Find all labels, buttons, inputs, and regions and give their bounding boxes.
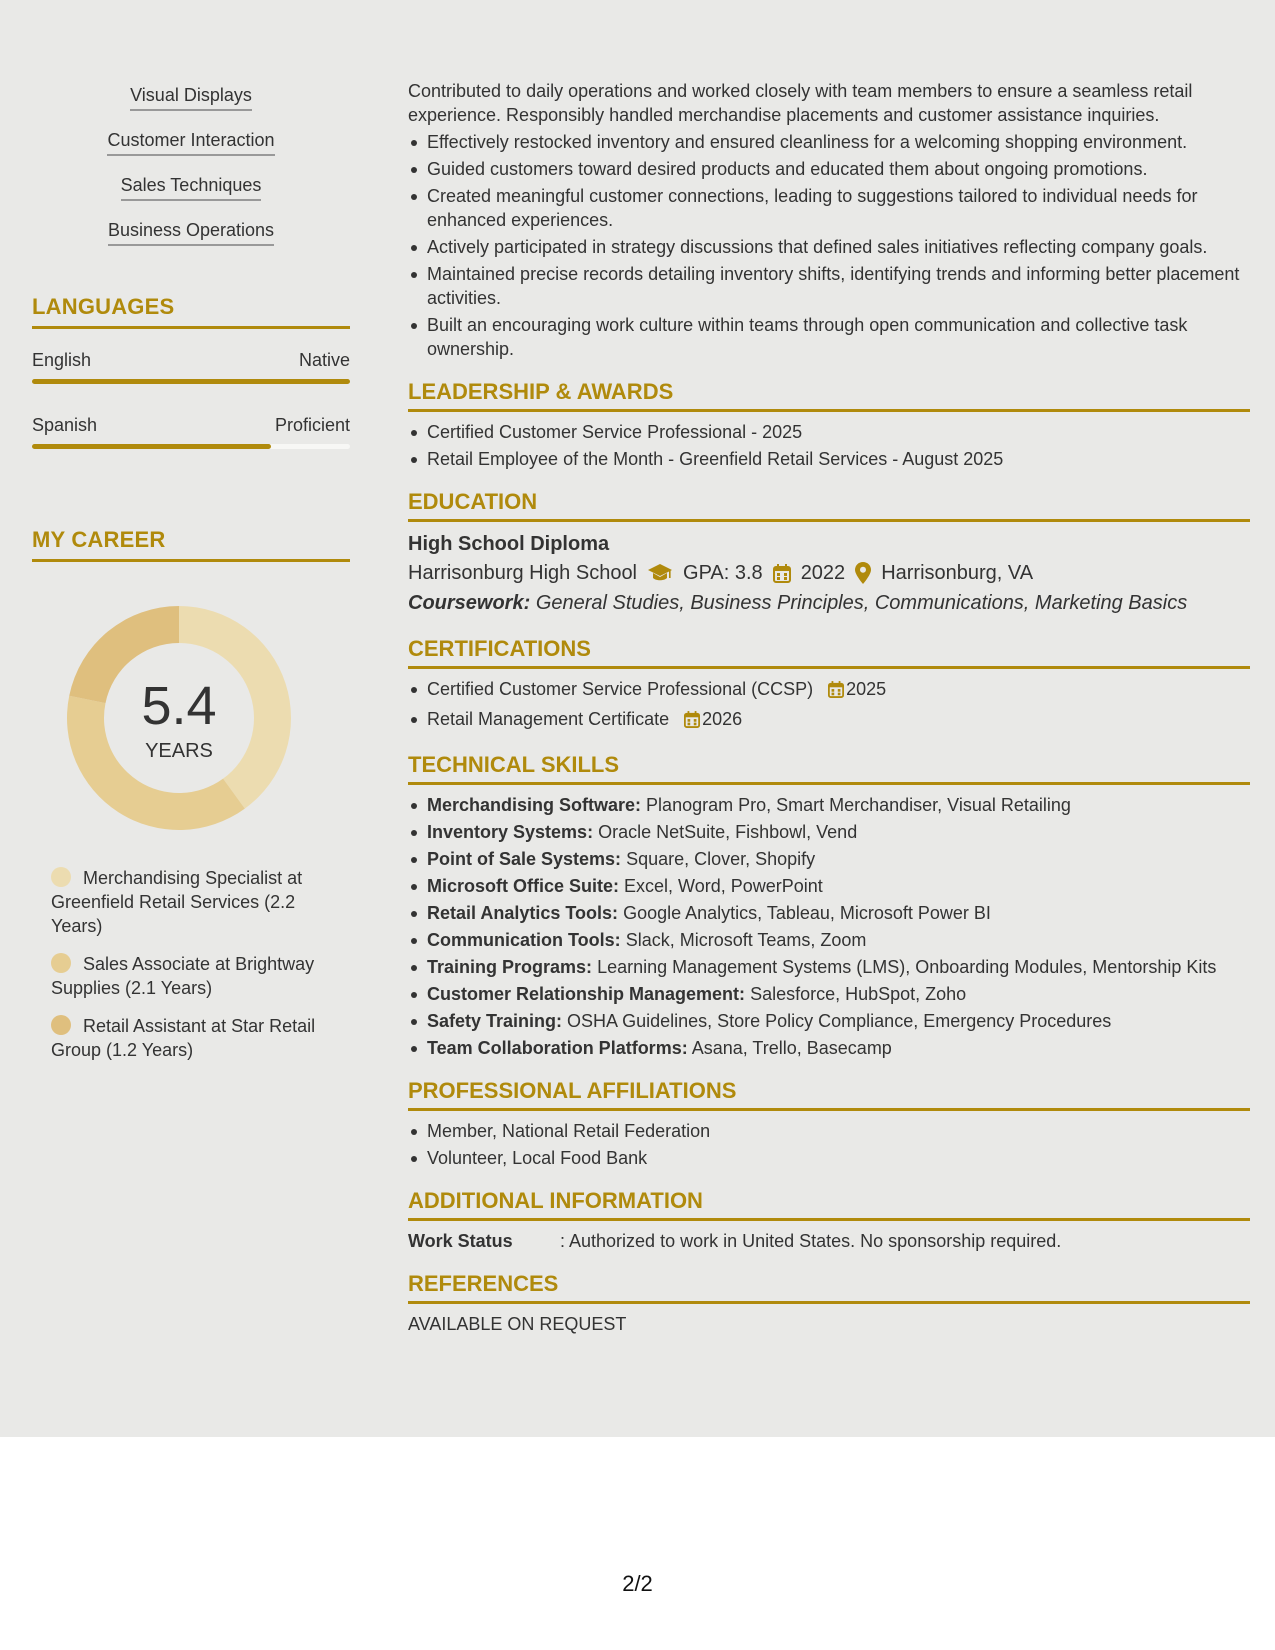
- certification-year: 2026: [702, 709, 743, 729]
- skill-category: Merchandising Software:: [427, 795, 642, 815]
- language-proficiency-bar: [32, 379, 350, 384]
- career-total-unit: YEARS: [145, 740, 213, 762]
- location-pin-icon: [855, 562, 871, 584]
- list-item: [427, 820, 1250, 844]
- list-item: [427, 677, 1250, 704]
- language-proficiency-fill: [32, 379, 350, 384]
- references-text: AVAILABLE ON REQUEST: [408, 1314, 627, 1334]
- experience-bullets: [408, 130, 1250, 361]
- affiliations-heading: PROFESSIONAL AFFILIATIONS: [408, 1078, 1250, 1111]
- calendar-icon: [684, 710, 700, 734]
- language-level: Native: [298, 350, 350, 370]
- education-details: [408, 558, 1250, 588]
- list-item: Effectively restocked inventory and ensured cleanliness for a welcoming shopping environment.: [427, 130, 1250, 154]
- coursework: [408, 588, 1250, 618]
- skill-tag: Visual Displays: [130, 84, 252, 111]
- school-name: Harrisonburg High School: [408, 562, 638, 584]
- list-item: Member, National Retail Federation: [427, 1119, 1250, 1143]
- language-proficiency-fill: [32, 444, 271, 449]
- list-item: [427, 847, 1250, 871]
- skill-tag: Sales Techniques: [121, 174, 262, 201]
- career-legend-item: [51, 1014, 331, 1062]
- work-status-row: [408, 1229, 1250, 1253]
- education-heading: EDUCATION: [408, 489, 1250, 522]
- list-item: [427, 982, 1250, 1006]
- leadership-list: [408, 420, 1250, 471]
- skill-values: Excel, Word, PowerPoint: [624, 876, 823, 896]
- language-english: [32, 349, 350, 384]
- work-status-label: Work Status: [408, 1231, 513, 1251]
- list-item: [427, 874, 1250, 898]
- technical-skills-heading: TECHNICAL SKILLS: [408, 752, 1250, 785]
- work-status-value: : Authorized to work in United States. No sponsorship required.: [560, 1231, 1062, 1251]
- language-spanish: [32, 414, 350, 449]
- legend-label: Merchandising Specialist at Greenfield Retail Services (2.2 Years): [51, 868, 303, 936]
- main-content: [408, 79, 1250, 1336]
- leadership-heading: LEADERSHIP & AWARDS: [408, 379, 1250, 412]
- list-item: [427, 707, 1250, 734]
- experience-summary: Contributed to daily operations and worked closely with team members to ensure a seamless retail experience. Responsibly handled merchandise placements and customer assistance inquiries.: [408, 81, 1193, 125]
- skill-category: Communication Tools:: [427, 930, 621, 950]
- list-item: Created meaningful customer connections, leading to suggestions tailored to individual needs for enhanced experiences.: [427, 184, 1250, 232]
- legend-dot: [51, 953, 71, 973]
- language-name: English: [32, 350, 92, 370]
- legend-dot: [51, 1015, 71, 1035]
- certifications-heading: CERTIFICATIONS: [408, 636, 1250, 669]
- skill-category: Retail Analytics Tools:: [427, 903, 619, 923]
- certification-name: Retail Management Certificate: [427, 709, 670, 729]
- legend-label: Sales Associate at Brightway Supplies (2.1 Years): [51, 954, 315, 998]
- technical-skills-list: [408, 793, 1250, 1060]
- gpa: GPA: 3.8: [683, 562, 763, 584]
- list-item: [427, 1009, 1250, 1033]
- coursework-list: General Studies, Business Principles, Communications, Marketing Basics: [535, 592, 1188, 614]
- graduation-year: 2022: [800, 562, 846, 584]
- certifications-list: [408, 677, 1250, 734]
- certification-name: Certified Customer Service Professional (CCSP): [427, 679, 814, 699]
- skill-values: Planogram Pro, Smart Merchandiser, Visual Retailing: [646, 795, 1071, 815]
- graduation-cap-icon: [647, 563, 673, 583]
- skill-values: Asana, Trello, Basecamp: [691, 1038, 892, 1058]
- list-item: Certified Customer Service Professional - 2025: [427, 420, 1250, 444]
- skill-category: Training Programs:: [427, 957, 593, 977]
- career-legend-item: [51, 866, 331, 938]
- skill-tag: Customer Interaction: [107, 129, 274, 156]
- list-item: [427, 1036, 1250, 1060]
- list-item: Volunteer, Local Food Bank: [427, 1146, 1250, 1170]
- skill-category: Safety Training:: [427, 1011, 563, 1031]
- language-level: Proficient: [274, 415, 350, 435]
- skill-values: Salesforce, HubSpot, Zoho: [750, 984, 967, 1004]
- languages-heading: LANGUAGES: [32, 294, 350, 329]
- sidebar: [32, 84, 350, 1076]
- list-item: [427, 793, 1250, 817]
- list-item: Retail Employee of the Month - Greenfield Retail Services - August 2025: [427, 447, 1250, 471]
- list-item: [427, 901, 1250, 925]
- calendar-icon: [828, 680, 844, 704]
- career-donut-chart: [67, 606, 291, 830]
- skill-tag: Business Operations: [108, 219, 274, 246]
- skill-category: Point of Sale Systems:: [427, 849, 622, 869]
- references-heading: REFERENCES: [408, 1271, 1250, 1304]
- list-item: Built an encouraging work culture within teams through open communication and collective task ownership.: [427, 313, 1250, 361]
- skill-values: OSHA Guidelines, Store Policy Compliance, Emergency Procedures: [567, 1011, 1112, 1031]
- skill-category: Microsoft Office Suite:: [427, 876, 620, 896]
- coursework-label: Coursework:: [408, 592, 531, 614]
- career-heading: MY CAREER: [32, 527, 350, 562]
- page-number: 2/2: [622, 1571, 653, 1596]
- affiliations-list: [408, 1119, 1250, 1170]
- list-item: Guided customers toward desired products and educated them about ongoing promotions.: [427, 157, 1250, 181]
- career-legend-item: [51, 952, 331, 1000]
- career-total-years: 5.4: [141, 676, 217, 736]
- career-legend: [51, 866, 331, 1062]
- skill-category: Inventory Systems:: [427, 822, 594, 842]
- list-item: Maintained precise records detailing inventory shifts, identifying trends and informing better placement activities.: [427, 262, 1250, 310]
- certification-year: 2025: [846, 679, 887, 699]
- legend-label: Retail Assistant at Star Retail Group (1.2 Years): [51, 1016, 316, 1060]
- list-item: [427, 955, 1250, 979]
- language-name: Spanish: [32, 415, 98, 435]
- skill-values: Oracle NetSuite, Fishbowl, Vend: [598, 822, 858, 842]
- list-item: [427, 928, 1250, 952]
- degree-title: High School Diploma: [408, 533, 610, 555]
- school-location: Harrisonburg, VA: [881, 562, 1034, 584]
- additional-info-heading: ADDITIONAL INFORMATION: [408, 1188, 1250, 1221]
- skill-category: Team Collaboration Platforms:: [427, 1038, 688, 1058]
- skill-values: Google Analytics, Tableau, Microsoft Power BI: [623, 903, 991, 923]
- skill-values: Square, Clover, Shopify: [626, 849, 816, 869]
- skill-values: Learning Management Systems (LMS), Onboarding Modules, Mentorship Kits: [597, 957, 1217, 977]
- skill-category: Customer Relationship Management:: [427, 984, 746, 1004]
- skill-values: Slack, Microsoft Teams, Zoom: [625, 930, 867, 950]
- calendar-icon: [773, 564, 791, 583]
- legend-dot: [51, 867, 71, 887]
- list-item: Actively participated in strategy discussions that defined sales initiatives reflecting company goals.: [427, 235, 1250, 259]
- language-proficiency-bar: [32, 444, 350, 449]
